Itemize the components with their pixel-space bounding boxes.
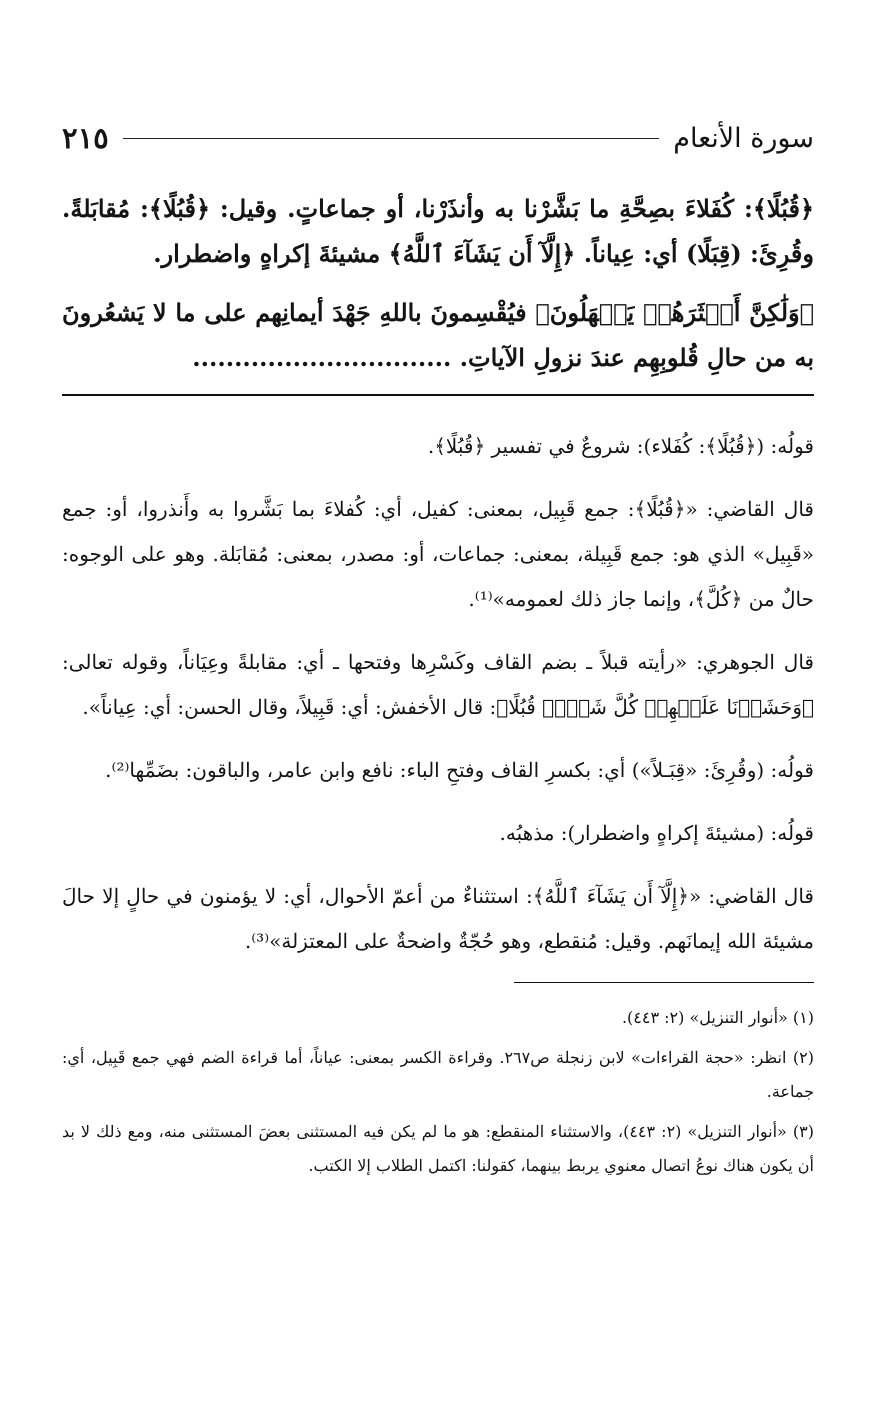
commentary-paragraph: قال القاضي: «﴿قُبُلًا﴾: جمع قَبِيل، بمعنى: كفيل، أي: كُفلاءَ بما بَشَّروا به وأَنذروا، أو: جمع «قَبِيل» الذي هو: جمع قَبِيلة، بمعنى: جماعات، أو: مصدر، بمعنى: مُقابَلة. وهو على الوجوه: حالٌ من ﴿كُلَّ﴾، وإنما جاز ذلك لعمومه»⁽¹⁾.	[62, 497, 814, 611]
book-page	[62, 110, 814, 1189]
page-number: ٢١٥	[62, 121, 109, 155]
header-divider	[123, 138, 660, 139]
main-text	[62, 186, 814, 380]
main-text-paragraph: ﴿قُبُلًا﴾: كُفَلاءَ بصِحَّةِ ما بَشَّرْنا به وأنذَرْنا، أو جماعاتٍ. وقيل: ﴿قُبُلًا﴾: مُقابَلةً. وقُرِئَ: (قِبَلًا) أي: عِياناً. ﴿إِلَّآ أَن يَشَآءَ ٱللَّهُ﴾ مشيئةَ إكراهٍ واضطرار.	[62, 194, 815, 268]
commentary-paragraph: قال القاضي: «﴿إِلَّآ أَن يَشَآءَ ٱللَّهُ﴾: استثناءٌ من أعمّ الأحوال، أي: لا يؤمنون في حالٍ إلا حالَ مشيئة الله إيمانَهم. وقيل: مُنقطع، وهو حُجّةٌ واضحةٌ على المعتزلة»⁽³⁾.	[62, 884, 814, 953]
commentary-paragraph: قولُه: (وقُرِئَ: «قِبَـلاً») أي: بكسرِ القاف وفتحِ الباء: نافع وابن عامر، والباقون: بضَمِّها⁽²⁾.	[105, 758, 814, 782]
commentary	[62, 424, 814, 964]
main-text-divider	[62, 394, 814, 396]
surah-title: سورة الأنعام	[673, 122, 814, 154]
commentary-paragraph: قولُه: (مشيئةَ إكراهٍ واضطرار): مذهبُه.	[499, 821, 814, 845]
footnote-divider	[514, 982, 814, 983]
footnote: (٢) انظر: «حجة القراءات» لابن زنجلة ص٢٦٧. وقراءة الكسر بمعنى: عياناً، أما قراءة الضم فهي جمع قَبِيل، أي: جماعة.	[62, 1048, 815, 1101]
footnote: (٣) «أنوار التنزيل» (٢: ٤٤٣)، والاستثناء المنقطع: هو ما لم يكن فيه المستثنى بعضَ المستثنى منه، ومع ذلك لا بد أن يكون هناك نوعُ اتصال معنوي يربط بينهما، كقولنا: اكتمل الطلاب إلا الكتب.	[62, 1122, 815, 1175]
main-text-paragraph: ﴿وَلَٰكِنَّ أَكۡثَرَهُمۡ يَجۡهَلُونَ﴾ فيُقْسِمونَ باللهِ جَهْدَ أيمانِهم على ما لا يَشعُرونَ به من حالِ قُلوبِهِم عندَ نزولِ الآياتِ. ...............................	[62, 298, 814, 372]
commentary-paragraph: قال الجوهري: «رأيته قبلاً ـ بضم القاف وكَسْرِها وفتحها ـ أي: مقابلةً وعِيَاناً، وقوله تعالى: ﴿وَحَشَرۡنَا عَلَيۡهِمۡ كُلَّ شَيۡءٖ قُبُلًا﴾: قال الأخفش: أي: قَبِيلاً، وقال الحسن: أي: عِياناً».	[62, 650, 814, 719]
commentary-paragraph: قولُه: (﴿قُبُلًا﴾: كُفَلاء): شروعٌ في تفسير ﴿قُبُلًا﴾.	[427, 434, 814, 458]
footnotes	[62, 1001, 814, 1183]
footnote: (١) «أنوار التنزيل» (٢: ٤٤٣).	[621, 1008, 814, 1027]
page-header	[62, 110, 814, 166]
